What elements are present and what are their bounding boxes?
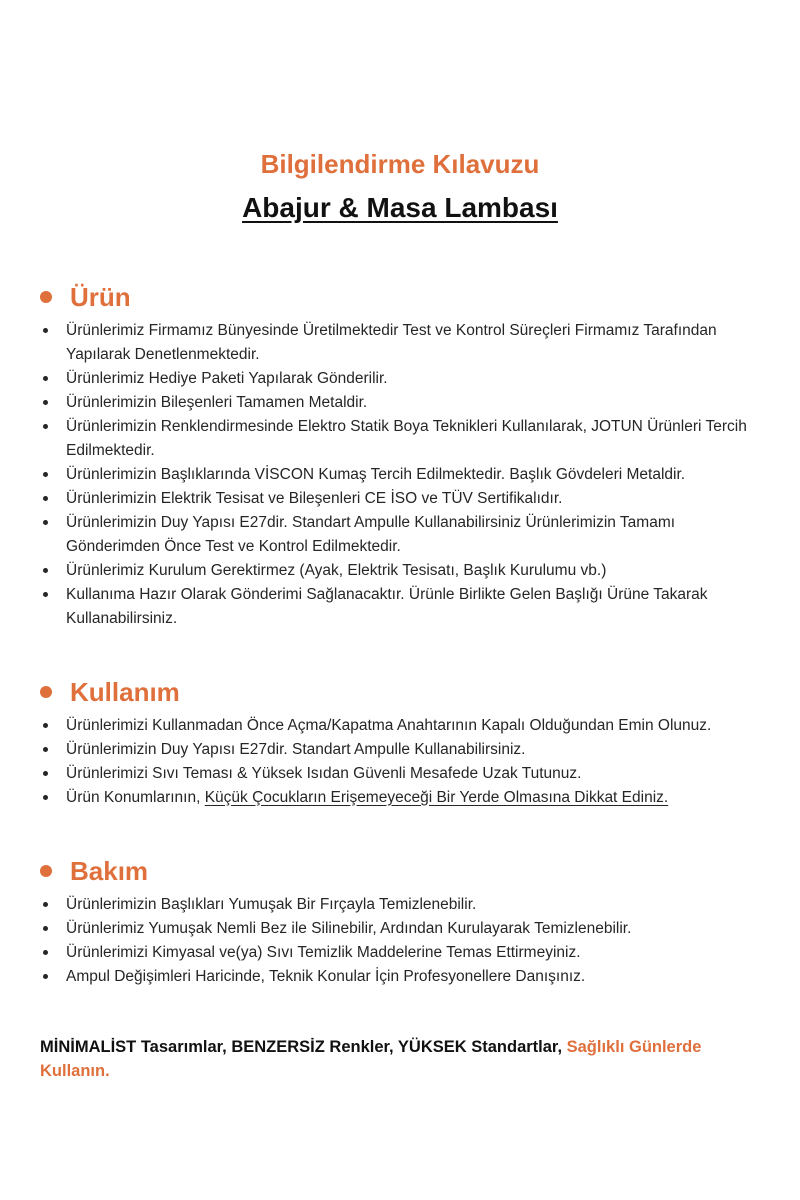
list-item-text: Kullanıma Hazır Olarak Gönderimi Sağlanacaktır. Ürünle Birlikte Gelen Başlığı Ürüne Takarak Kullanabilirsiniz. <box>66 585 708 627</box>
list-item-text: Ürünlerimizin Başlıkları Yumuşak Bir Fırçayla Temizlenebilir. <box>66 895 477 913</box>
list-item-text: Ürünlerimizi Kullanmadan Önce Açma/Kapatma Anahtarının Kapalı Olduğundan Emin Olunuz. <box>66 716 712 734</box>
list-item <box>40 941 758 965</box>
bullet-icon <box>43 496 48 501</box>
list-item <box>40 714 758 738</box>
bullet-icon <box>43 771 48 776</box>
section-heading <box>40 854 758 888</box>
section-heading <box>40 675 758 709</box>
bullet-icon <box>43 592 48 597</box>
section-urun <box>40 280 758 631</box>
list-item <box>40 319 758 367</box>
list-item <box>40 463 758 487</box>
bullet-icon <box>43 328 48 333</box>
list-item-text: Ürünlerimizi Kimyasal ve(ya) Sıvı Temizlik Maddelerine Temas Ettirmeyiniz. <box>66 943 581 961</box>
list-item-text: Ürünlerimiz Yumuşak Nemli Bez ile Silinebilir, Ardından Kurulayarak Temizlenebilir. <box>66 919 632 937</box>
section-bullet-icon <box>40 291 52 303</box>
bullet-icon <box>43 926 48 931</box>
list-item <box>40 965 758 989</box>
list-item-text: Ürünlerimizin Başlıklarında VİSCON Kumaş Tercih Edilmektedir. Başlık Gövdeleri Metaldir. <box>66 465 686 483</box>
bullet-icon <box>43 795 48 800</box>
list-item-text: Ürünlerimizin Elektrik Tesisat ve Bileşenleri CE İSO ve TÜV Sertifikalıdır. <box>66 489 563 507</box>
list-item-text: Ürünlerimizi Sıvı Teması & Yüksek Isıdan Güvenli Mesafede Uzak Tutunuz. <box>66 764 582 782</box>
section-item-list <box>40 893 758 989</box>
list-item <box>40 559 758 583</box>
bullet-icon <box>43 472 48 477</box>
list-item <box>40 391 758 415</box>
list-item-text: Ürünlerimiz Firmamız Bünyesinde Üretilmektedir Test ve Kontrol Süreçleri Firmamız Tarafından Yapılarak Denetlenmektedir. <box>66 321 717 363</box>
list-item <box>40 762 758 786</box>
list-item-text: Ürünlerimizin Duy Yapısı E27dir. Standart Ampulle Kullanabilirsiniz Ürünlerimizin Tamamı Gönderimden Önce Test ve Kontrol Edilmektedir. <box>66 513 676 555</box>
list-item <box>40 367 758 391</box>
section-title: Kullanım <box>70 676 180 707</box>
page-subtitle: Abajur & Masa Lambası <box>242 191 558 223</box>
footer-slogan <box>0 1035 800 1083</box>
section-item-list <box>40 714 758 810</box>
list-item <box>40 893 758 917</box>
list-item <box>40 917 758 941</box>
list-item-text: Ürünlerimiz Hediye Paketi Yapılarak Gönderilir. <box>66 369 388 387</box>
list-item <box>40 415 758 463</box>
section-item-list <box>40 319 758 631</box>
bullet-icon <box>43 520 48 525</box>
list-item <box>40 583 758 631</box>
list-item <box>40 786 758 810</box>
bullet-icon <box>43 376 48 381</box>
list-item-text: Ampul Değişimleri Haricinde, Teknik Konular İçin Profesyonellere Danışınız. <box>66 967 586 985</box>
section-title: Ürün <box>70 281 131 312</box>
list-item-text <box>66 789 668 806</box>
list-item-text: Ürünlerimizin Duy Yapısı E27dir. Standart Ampulle Kullanabilirsiniz. <box>66 740 526 758</box>
section-bullet-icon <box>40 686 52 698</box>
list-item <box>40 487 758 511</box>
bullet-icon <box>43 950 48 955</box>
page-title: Bilgilendirme Kılavuzu <box>260 149 540 179</box>
bullet-icon <box>43 568 48 573</box>
list-item-text-prefix: Ürün Konumlarının, <box>66 788 205 806</box>
bullet-icon <box>43 902 48 907</box>
section-title: Bakım <box>70 855 149 886</box>
list-item-text: Ürünlerimizin Renklendirmesinde Elektro Statik Boya Teknikleri Kullanılarak, JOTUN Ürünleri Tercih Edilmektedir. <box>66 417 747 459</box>
section-bullet-icon <box>40 865 52 877</box>
document-header <box>0 0 800 225</box>
list-item <box>40 511 758 559</box>
bullet-icon <box>43 974 48 979</box>
list-item-text-underlined: Küçük Çocukların Erişemeyeceği Bir Yerde Olmasına Dikkat Ediniz. <box>204 788 669 806</box>
footer-accent-text: Sağlıklı Günlerde Kullanın. <box>40 1037 702 1080</box>
document-content <box>0 280 800 989</box>
list-item-text: Ürünlerimiz Kurulum Gerektirmez (Ayak, Elektrik Tesisatı, Başlık Kurulumu vb.) <box>66 561 607 579</box>
bullet-icon <box>43 723 48 728</box>
section-kullanim <box>40 675 758 810</box>
list-item-text: Ürünlerimizin Bileşenleri Tamamen Metaldir. <box>66 393 368 411</box>
bullet-icon <box>43 400 48 405</box>
section-heading <box>40 280 758 314</box>
footer-black-text: MİNİMALİST Tasarımlar, BENZERSİZ Renkler, YÜKSEK Standartlar, <box>40 1037 567 1056</box>
bullet-icon <box>43 424 48 429</box>
bullet-icon <box>43 747 48 752</box>
list-item <box>40 738 758 762</box>
section-bakim <box>40 854 758 989</box>
